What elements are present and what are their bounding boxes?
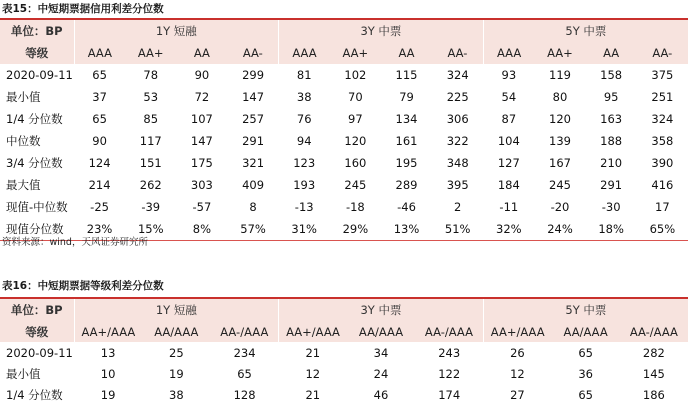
row-label: 1/4 分位数 — [6, 112, 63, 126]
table-cell: 79 — [399, 90, 414, 104]
table-cell: 303 — [190, 178, 213, 192]
table15-subheader: AA+ — [534, 42, 585, 64]
table-cell: 289 — [395, 178, 418, 192]
table-cell: 210 — [600, 156, 623, 170]
table-cell: 306 — [446, 112, 469, 126]
row-label: 最小值 — [6, 90, 41, 104]
table15-subheader: AA — [381, 42, 432, 64]
table-cell: 65% — [637, 218, 688, 240]
table-cell: -25 — [90, 200, 109, 214]
table15-subheader: AA — [176, 42, 227, 64]
table-cell: 87 — [501, 112, 517, 126]
table-cell: -30 — [601, 200, 621, 214]
table-cell: 161 — [395, 134, 418, 148]
table-cell: 299 — [242, 68, 265, 82]
table15-source-note: 资料来源：wind，天风证券研究所 — [2, 237, 148, 248]
table-cell: 124 — [88, 156, 111, 170]
table-cell: 53 — [143, 90, 159, 104]
table15-body — [0, 64, 688, 240]
table-cell: 13 — [100, 345, 116, 360]
row-label: 中位数 — [6, 134, 41, 148]
row-label: 最小值 — [6, 366, 41, 381]
table16-subheader: AA/AAA — [552, 321, 620, 342]
table-cell: 151 — [139, 156, 162, 170]
table-cell: 81 — [296, 68, 312, 82]
table16-group-1y: 1Y 短融 — [74, 299, 279, 321]
table-cell: 17 — [655, 200, 670, 214]
table-cell: 134 — [395, 112, 418, 126]
table16-group-3y: 3Y 中票 — [279, 299, 484, 321]
table16-unit-label: 单位：BP — [0, 299, 74, 321]
table-row — [0, 196, 688, 218]
table-cell: 139 — [549, 134, 571, 148]
table-cell: 175 — [190, 156, 213, 170]
table-cell: 348 — [446, 156, 469, 170]
table-cell: 245 — [344, 178, 367, 192]
table15-subheader: AA+ — [330, 42, 381, 64]
table15-group-1y: 1Y 短融 — [74, 20, 279, 42]
table16-subheader: AA/AAA — [142, 321, 210, 342]
table-cell: 18% — [586, 218, 637, 240]
table15-subheader: AA- — [637, 42, 688, 64]
table-cell: 8 — [249, 200, 257, 214]
table-cell: 147 — [242, 90, 265, 104]
table-cell: 395 — [446, 178, 469, 192]
table-cell: 21 — [305, 345, 321, 360]
table-row — [0, 130, 688, 152]
table-cell: 65 — [237, 366, 252, 381]
table15-sub-header-row — [0, 42, 688, 64]
table-cell: 102 — [344, 68, 367, 82]
table16-subheader: AA+/AAA — [74, 321, 142, 342]
table-cell: 127 — [497, 156, 520, 170]
table-cell: 13% — [381, 218, 432, 240]
table-cell: 234 — [233, 345, 256, 360]
table-cell: 163 — [600, 112, 623, 126]
table16-subheader: AA+/AAA — [279, 321, 347, 342]
table-cell: 26 — [510, 345, 525, 360]
table-cell: 19 — [169, 366, 184, 381]
table-cell: 8% — [176, 218, 227, 240]
table-cell: -39 — [141, 200, 161, 214]
row-label: 1/4 分位数 — [6, 387, 63, 402]
table-cell: 195 — [395, 156, 418, 170]
table-cell: 251 — [651, 90, 674, 104]
table15-group-5y: 5Y 中票 — [483, 20, 688, 42]
table-cell: 257 — [242, 112, 265, 126]
table-cell: 72 — [194, 90, 210, 104]
table-cell: 93 — [501, 68, 517, 82]
table-cell: 24% — [534, 218, 585, 240]
row-label: 3/4 分位数 — [6, 156, 63, 170]
table-cell: -46 — [397, 200, 416, 214]
table-cell: 29% — [330, 218, 381, 240]
table-cell: 97 — [348, 112, 363, 126]
table-cell: 15% — [125, 218, 176, 240]
table-cell: 24 — [373, 366, 389, 381]
table-cell: 358 — [651, 134, 674, 148]
table-cell: 188 — [600, 134, 623, 148]
table-cell: 65 — [578, 345, 593, 360]
table-cell: 145 — [642, 366, 665, 381]
row-label: 2020-09-11 — [6, 345, 73, 360]
table-row — [0, 174, 688, 196]
table-cell: 38 — [169, 387, 184, 402]
table-cell: 12 — [305, 366, 321, 381]
table-cell: -57 — [192, 200, 212, 214]
table-row — [0, 342, 688, 363]
table-cell: 94 — [296, 134, 312, 148]
table-cell: 23% — [74, 218, 125, 240]
table-cell: 291 — [600, 178, 623, 192]
table15-group-header-row — [0, 20, 688, 42]
table15-subheader: AA — [586, 42, 637, 64]
table-cell: 32% — [483, 218, 534, 240]
table-row — [0, 363, 688, 384]
table-cell: 115 — [395, 68, 418, 82]
table-cell: 34 — [373, 345, 389, 360]
table-cell: 107 — [190, 112, 213, 126]
table-cell: 245 — [549, 178, 571, 192]
table-cell: 46 — [373, 387, 389, 402]
table15-subheader: AAA — [279, 42, 330, 64]
table-cell: 321 — [242, 156, 265, 170]
table15-subheader: AA- — [227, 42, 278, 64]
table-cell: 90 — [92, 134, 107, 148]
table16-group-header-row — [0, 299, 688, 321]
table-cell: 57% — [227, 218, 278, 240]
table-cell: 65 — [92, 112, 107, 126]
table-cell: 90 — [194, 68, 210, 82]
table-cell: 65 — [92, 68, 107, 82]
table-cell: 128 — [233, 387, 256, 402]
row-label: 最大值 — [6, 178, 41, 192]
table15-subheader: AAA — [483, 42, 534, 64]
table-cell: 122 — [438, 366, 461, 381]
table-cell: 54 — [501, 90, 517, 104]
table-cell: 225 — [446, 90, 469, 104]
table-cell: 51% — [432, 218, 483, 240]
table-cell: 324 — [651, 112, 674, 126]
table-cell: 85 — [143, 112, 159, 126]
table-cell: 416 — [651, 178, 674, 192]
table-cell: 174 — [438, 387, 461, 402]
table-cell: 147 — [190, 134, 213, 148]
table15-caption: 表15：中短期票据信用利差分位数 — [2, 3, 164, 15]
table16-subheader: AA/AAA — [347, 321, 415, 342]
table-cell: -13 — [294, 200, 314, 214]
table16-group-5y: 5Y 中票 — [483, 299, 688, 321]
table-cell: 186 — [642, 387, 665, 402]
table-cell: 243 — [438, 345, 461, 360]
table-cell: 375 — [651, 68, 674, 82]
table15-subheader: AA+ — [125, 42, 176, 64]
table-cell: 37 — [92, 90, 107, 104]
table-cell: 120 — [344, 134, 367, 148]
table-cell: 10 — [100, 366, 116, 381]
table16-subheader: AA-/AAA — [620, 321, 688, 342]
table-cell: 214 — [88, 178, 111, 192]
row-label: 现值-中位数 — [6, 200, 68, 214]
table-cell: 21 — [305, 387, 321, 402]
table-cell: 120 — [549, 112, 571, 126]
table-cell: 409 — [242, 178, 265, 192]
table-cell: 2 — [454, 200, 462, 214]
table16-grade-label: 等级 — [0, 321, 74, 342]
table-cell: -11 — [499, 200, 519, 214]
table-cell: 167 — [549, 156, 571, 170]
table-row — [0, 86, 688, 108]
table-cell: 36 — [578, 366, 593, 381]
table-cell: 31% — [279, 218, 330, 240]
table-cell: 117 — [139, 134, 162, 148]
table-cell: 80 — [552, 90, 568, 104]
table-row — [0, 384, 688, 405]
table-cell: 282 — [642, 345, 665, 360]
table-cell: 160 — [344, 156, 367, 170]
table-cell: 158 — [600, 68, 623, 82]
table-cell: 123 — [293, 156, 316, 170]
row-label: 2020-09-11 — [6, 68, 73, 82]
table-cell: 70 — [348, 90, 363, 104]
table-row — [0, 64, 688, 86]
table-cell: 95 — [603, 90, 619, 104]
table15-subheader: AAA — [74, 42, 125, 64]
table15-grade-label: 等级 — [0, 42, 74, 64]
table-cell: -20 — [550, 200, 570, 214]
table16-caption: 表16：中短期票据等级利差分位数 — [2, 280, 164, 292]
table-cell: 291 — [242, 134, 265, 148]
row-label: 现值分位数 — [0, 218, 74, 240]
table-cell: 78 — [143, 68, 159, 82]
table-cell: 19 — [100, 387, 116, 402]
table-cell: 25 — [169, 345, 184, 360]
table15-group-3y: 3Y 中票 — [279, 20, 484, 42]
table15-subheader: AA- — [432, 42, 483, 64]
table-cell: 262 — [139, 178, 162, 192]
table-cell: 65 — [578, 387, 593, 402]
table16-subheader: AA-/AAA — [415, 321, 483, 342]
table-cell: 322 — [446, 134, 469, 148]
table16-body — [0, 342, 688, 405]
table-cell: 27 — [510, 387, 525, 402]
table16 — [0, 299, 688, 405]
table16-sub-header-row — [0, 321, 688, 342]
table-row — [0, 152, 688, 174]
table-cell: 12 — [510, 366, 525, 381]
table-cell: -18 — [345, 200, 365, 214]
table-cell: 76 — [296, 112, 312, 126]
table-cell: 324 — [446, 68, 469, 82]
table16-subheader: AA+/AAA — [483, 321, 551, 342]
table15-unit-label: 单位：BP — [0, 20, 74, 42]
table16-subheader: AA-/AAA — [210, 321, 278, 342]
table-cell: 390 — [651, 156, 674, 170]
table-cell: 184 — [497, 178, 520, 192]
table-cell: 38 — [296, 90, 312, 104]
table-row — [0, 108, 688, 130]
table-cell: 193 — [293, 178, 316, 192]
table-cell: 119 — [549, 68, 571, 82]
table15 — [0, 20, 688, 241]
table-cell: 104 — [497, 134, 520, 148]
